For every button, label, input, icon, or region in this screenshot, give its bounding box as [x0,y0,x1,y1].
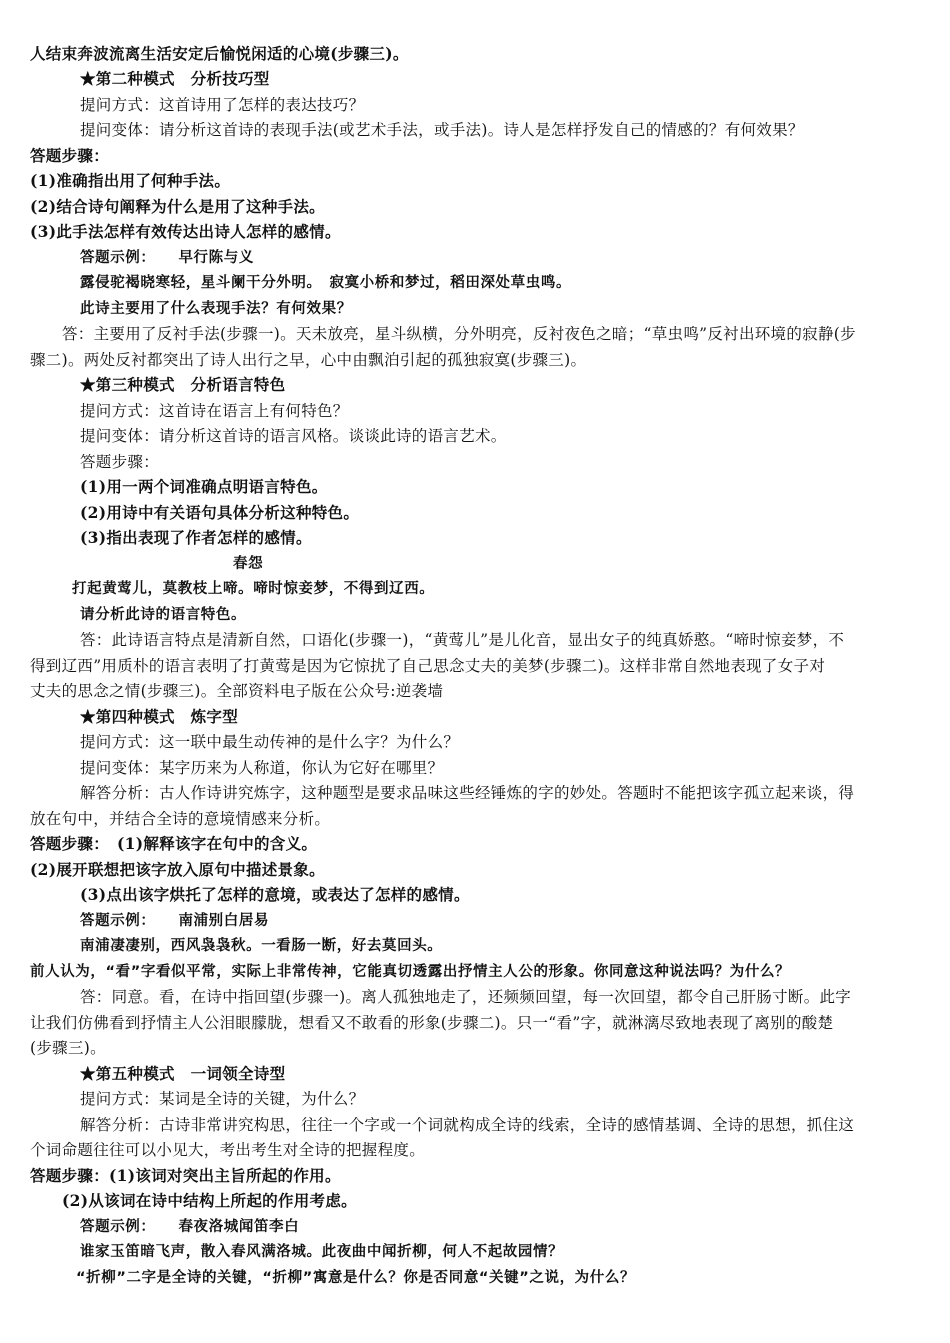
step-1: (1)用一两个词准确点明语言特色。 [80,477,328,496]
step-2: (2)从该词在诗中结构上所起的作用考虑。 [62,1191,357,1210]
section-heading-mode-2: ★第二种模式 分析技巧型 [80,69,270,88]
answer-text: 骤二)。两处反衬都突出了诗人出行之早，心中由飘泊引起的孤独寂寞(步骤三)。 [30,351,587,369]
example-question: 此诗主要用了什么表现手法？有何效果？ [80,301,352,317]
steps-label: 答题步骤： [30,146,110,165]
answer-text: 答：同意。看，在诗中指回望(步骤一)。离人孤独地走了，还频频回望，每一次回望，都令自己肝肠寸断。此字 [80,988,852,1006]
question-variant: 提问变体：某字历来为人称道，你认为它好在哪里？ [80,759,444,777]
step-2: (2)结合诗句阐释为什么是用了这种手法。 [30,197,325,216]
question-variant: 提问变体：请分析这首诗的表现手法(或艺术手法，或手法)。诗人是怎样抒发自己的情感的？有何效果？ [80,121,804,139]
steps-label: 答题步骤： (1)解释该字在句中的含义。 [30,834,318,853]
analysis-text: 解答分析：古人作诗讲究炼字，这种题型是要求品味这些经锤炼的字的妙处。答题时不能把该字孤立起来谈，得 [80,784,855,802]
analysis-text: 解答分析：古诗非常讲究构思，往往一个字或一个词就构成全诗的线索，全诗的感情基调、全诗的思想，抓住这 [80,1116,855,1134]
question-form: 提问方式：这首诗用了怎样的表达技巧？ [80,96,365,114]
question-variant: 提问变体：请分析这首诗的语言风格。谈谈此诗的语言艺术。 [80,427,507,445]
steps-label: 答题步骤：(1)该词对突出主旨所起的作用。 [30,1166,341,1185]
example-heading: 答题示例： 南浦别白居易 [80,913,270,929]
section-heading-mode-5: ★第五种模式 一词领全诗型 [80,1064,286,1083]
poem-title: 春怨 [233,556,264,572]
step-2: (2)展开联想把该字放入原句中描述景象。 [30,860,325,879]
example-question: “折柳”二字是全诗的关键，“折柳”寓意是什么？你是否同意“关键”之说，为什么？ [76,1270,636,1286]
analysis-text: 个词命题往往可以小见大，考出考生对全诗的把握程度。 [30,1141,426,1159]
poem-text: 南浦凄凄别，西风袅袅秋。一看肠一断，好去莫回头。 [80,938,443,954]
answer-text: 让我们仿佛看到抒情主人公泪眼朦胧，想看又不敢看的形象(步骤二)。只一“看”字，就淋漓尽致地表现了离别的酸楚 [30,1014,834,1032]
poem-text: 谁家玉笛暗飞声，散入春风满洛城。此夜曲中闻折柳，何人不起故园情？ [80,1244,564,1260]
question-form: 提问方式：这首诗在语言上有何特色？ [80,402,349,420]
example-question: 请分析此诗的语言特色。 [80,607,247,623]
step-1: (1)准确指出用了何种手法。 [30,171,231,190]
answer-text: 丈夫的思念之情(步骤三)。全部资料电子版在公众号:逆袭墙 [30,682,444,700]
answer-text: 答：主要用了反衬手法(步骤一)。天未放亮，星斗纵横，分外明亮，反衬夜色之暗；“草虫鸣”反衬出环境的寂静(步 [62,325,856,343]
answer-text: 答：此诗语言特点是清新自然，口语化(步骤一)，“黄莺儿”是儿化音，显出女子的纯真娇憨。“啼时惊妾梦，不 [80,631,845,649]
text-line-continuation: 人结束奔波流离生活安定后愉悦闲适的心境(步骤三)。 [30,44,409,63]
step-3: (3)此手法怎样有效传达出诗人怎样的感情。 [30,222,341,241]
section-heading-mode-3: ★第三种模式 分析语言特色 [80,375,286,394]
step-3: (3)指出表现了作者怎样的感情。 [80,528,312,547]
section-heading-mode-4: ★第四种模式 炼字型 [80,707,239,726]
answer-text: (步骤三)。 [30,1039,106,1057]
step-3: (3)点出该字烘托了怎样的意境，或表达了怎样的感情。 [80,885,470,904]
example-heading: 答题示例： 春夜洛城闻笛李白 [80,1219,300,1235]
poem-text: 打起黄莺儿，莫教枝上啼。啼时惊妾梦，不得到辽西。 [72,581,435,597]
question-form: 提问方式：某词是全诗的关键，为什么？ [80,1090,365,1108]
example-heading: 答题示例： 早行陈与义 [80,250,254,266]
poem-text: 露侵驼褐晓寒轻，星斗阑干分外明。 寂寞小桥和梦过，稻田深处草虫鸣。 [80,275,572,291]
question-form: 提问方式：这一联中最生动传神的是什么字？为什么？ [80,733,460,751]
step-2: (2)用诗中有关语句具体分析这种特色。 [80,503,360,522]
analysis-text: 放在句中，并结合全诗的意境情感来分析。 [30,810,331,828]
answer-text: 得到辽西”用质朴的语言表明了打黄莺是因为它惊扰了自己思念丈夫的美梦(步骤二)。这样非常自然地表现了女子对 [30,657,826,675]
example-question: 前人认为，“看”字看似平常，实际上非常传神，它能真切透露出抒情主人公的形象。你同意这种说法吗？为什么？ [30,964,791,980]
steps-label: 答题步骤： [80,453,160,471]
